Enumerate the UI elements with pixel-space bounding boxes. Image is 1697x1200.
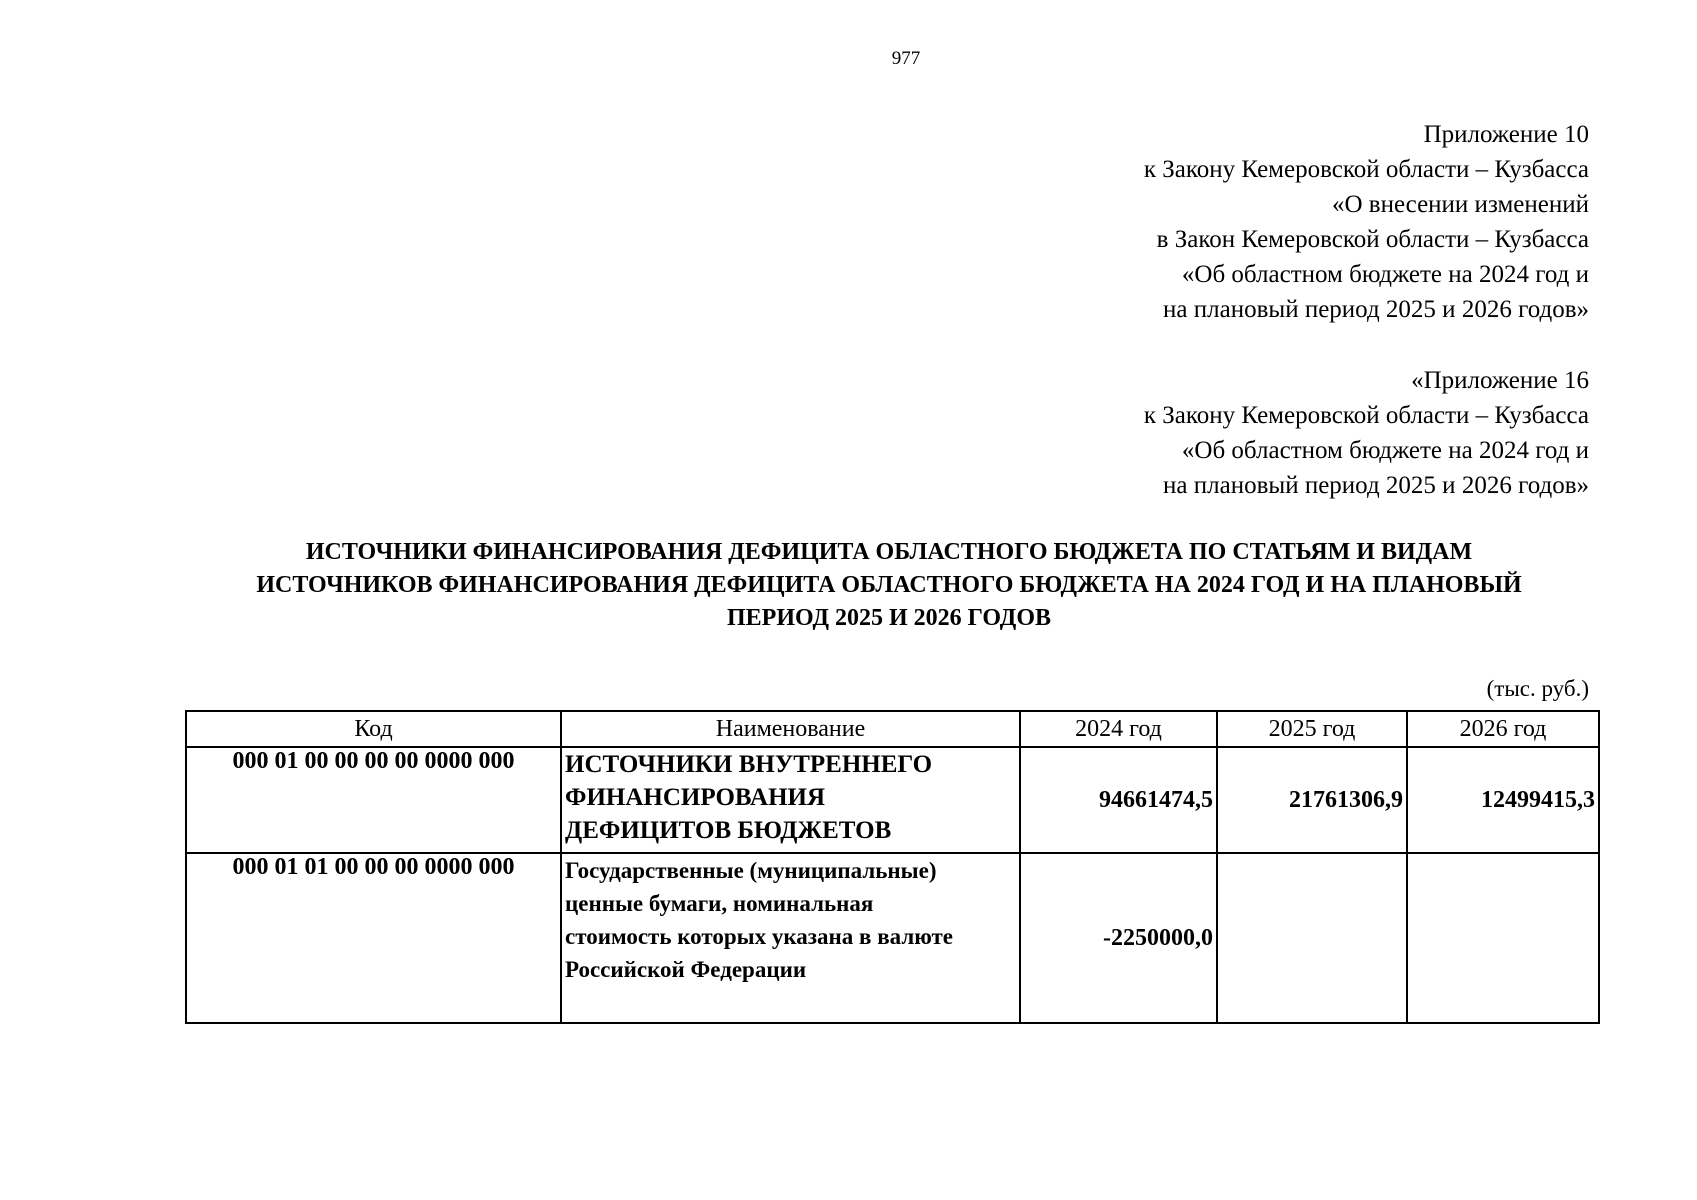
- cell-code: 000 01 00 00 00 00 0000 000: [186, 747, 561, 853]
- name-line: Российской Федерации: [565, 957, 807, 982]
- header-2026: 2026 год: [1407, 711, 1599, 747]
- annex-line: на плановый период 2025 и 2026 годов»: [1163, 472, 1589, 499]
- annex-line: к Закону Кемеровской области – Кузбасса: [1143, 156, 1589, 183]
- cell-2026: 12499415,3: [1407, 747, 1599, 853]
- cell-2025: [1217, 853, 1407, 1023]
- annex-line: на плановый период 2025 и 2026 годов»: [1163, 296, 1589, 323]
- table-row: [186, 853, 1599, 1023]
- annex-line: в Закон Кемеровской области – Кузбасса: [1156, 226, 1589, 253]
- cell-name: [561, 747, 1020, 853]
- name-line: ДЕФИЦИТОВ БЮДЖЕТОВ: [565, 817, 892, 844]
- annex-line: «О внесении изменений: [1331, 191, 1589, 218]
- header-code: Код: [186, 711, 561, 747]
- annex-line: «Приложение 16: [1411, 367, 1589, 394]
- header-2025: 2025 год: [1217, 711, 1407, 747]
- annex-amendment-header: [1144, 117, 1589, 327]
- header-2024: 2024 год: [1020, 711, 1217, 747]
- annex-line: «Об областном бюджете на 2024 год и: [1181, 437, 1589, 464]
- name-line: Государственные (муниципальные): [565, 858, 937, 883]
- name-line: ФИНАНСИРОВАНИЯ: [565, 784, 826, 811]
- title-line: ИСТОЧНИКИ ФИНАНСИРОВАНИЯ ДЕФИЦИТА ОБЛАСТНОГО БЮДЖЕТА ПО СТАТЬЯМ И ВИДАМ: [305, 539, 1473, 565]
- cell-code: 000 01 01 00 00 00 0000 000: [186, 853, 561, 1023]
- cell-2026: [1407, 853, 1599, 1023]
- title-line: ИСТОЧНИКОВ ФИНАНСИРОВАНИЯ ДЕФИЦИТА ОБЛАСТНОГО БЮДЖЕТА НА 2024 ГОД И НА ПЛАНОВЫЙ: [256, 572, 1522, 598]
- table-row: [186, 747, 1599, 853]
- name-line: стоимость которых указана в валюте: [565, 924, 954, 949]
- cell-2024: 94661474,5: [1020, 747, 1217, 853]
- header-name: Наименование: [561, 711, 1020, 747]
- cell-name: [561, 853, 1020, 1023]
- cell-2024: -2250000,0: [1020, 853, 1217, 1023]
- annex-original-header: [1144, 363, 1589, 503]
- annex-line: Приложение 10: [1423, 121, 1589, 148]
- annex-line: «Об областном бюджете на 2024 год и: [1181, 261, 1589, 288]
- cell-2025: 21761306,9: [1217, 747, 1407, 853]
- name-line: ИСТОЧНИКИ ВНУТРЕННЕГО: [565, 751, 933, 778]
- document-title: [185, 536, 1593, 635]
- annex-line: к Закону Кемеровской области – Кузбасса: [1143, 402, 1589, 429]
- title-line: ПЕРИОД 2025 И 2026 ГОДОВ: [727, 605, 1051, 631]
- page-number: 977: [891, 48, 921, 69]
- name-line: ценные бумаги, номинальная: [565, 891, 874, 916]
- units-label: (тыс. руб.): [1486, 676, 1589, 701]
- table-header-row: [186, 711, 1599, 747]
- budget-sources-table: [185, 710, 1600, 1024]
